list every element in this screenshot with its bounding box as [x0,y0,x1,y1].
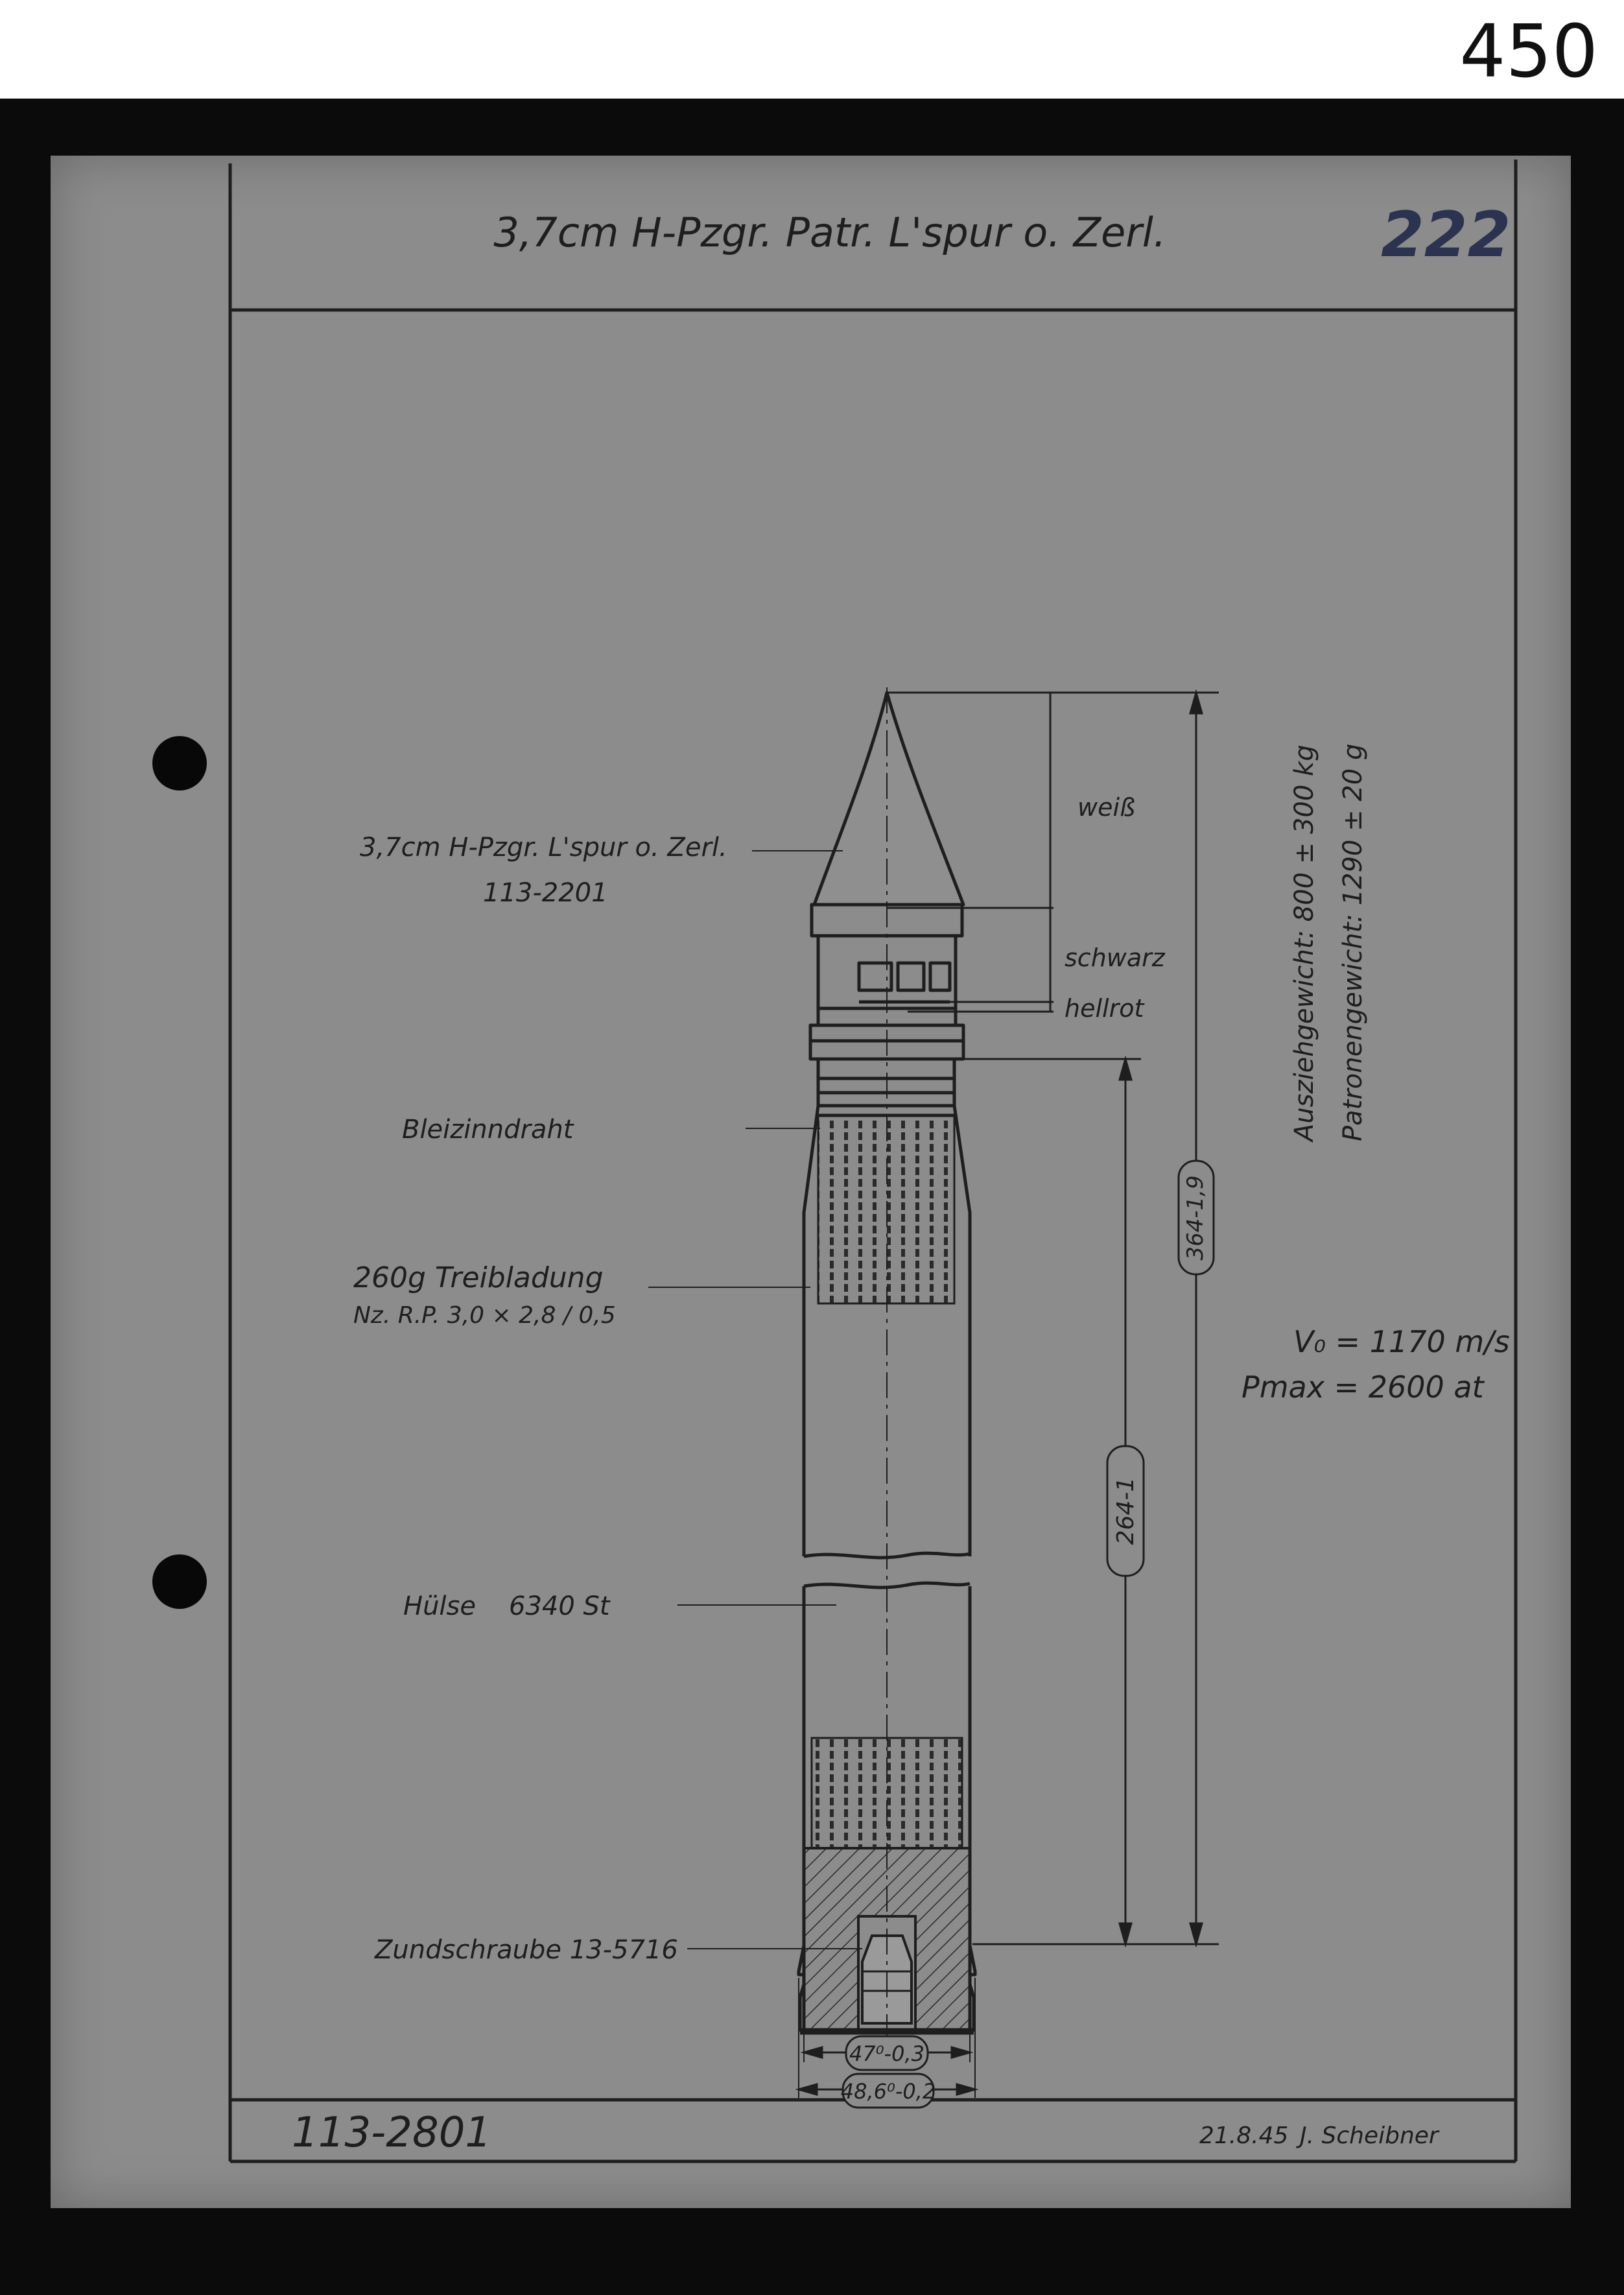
projectile-name-label: 3,7cm H-Pzgr. L'spur o. Zerl. [360,833,727,862]
band-white-label: weiß [1077,793,1135,822]
case-number-label: 6340 St [509,1591,610,1621]
band-light-red-label: hellrot [1065,994,1144,1023]
muzzle-velocity-label: V₀ = 1170 m/s [1293,1324,1510,1359]
pull-weight-label: Ausziehgewicht: 800 ± 300 kg [1289,744,1319,1141]
dim-badge-overall [1179,1161,1214,1274]
rim-diameter-inner: 47⁰-0,3 [849,2041,924,2066]
drawing-title: 3,7cm H-Pzgr. Patr. L'spur o. Zerl. [493,209,1166,256]
projectile-number-label: 113-2201 [483,878,608,908]
dim-badge-case [1107,1446,1144,1576]
case-length-value: 264-1 [1112,1477,1139,1545]
case-label: Hülse [403,1591,476,1621]
lead-tin-wire-label: Bleizinndraht [402,1115,574,1145]
signature-date: 21.8.45 [1199,2123,1289,2149]
rim-diameter-outer: 48,6⁰-0,2 [840,2079,936,2104]
overall-length-value: 364-1,9 [1183,1175,1208,1261]
dim-badge-diam-outer [841,2074,936,2108]
charge-label-line1: 260g Treibladung [353,1261,604,1294]
charge-label-line2: Nz. R.P. 3,0 × 2,8 / 0,5 [353,1302,616,1329]
sheet-number: 222 [1381,198,1511,271]
cartridge-weight-label: Patronengewicht: 1290 ± 20 g [1338,743,1368,1141]
max-pressure-label: Pmax = 2600 at [1242,1370,1484,1405]
band-black-label: schwarz [1065,944,1165,972]
drawing-number: 113-2801 [292,2109,492,2157]
primer-label: Zundschraube 13-5716 [375,1935,678,1965]
dim-badge-diam-inner [846,2036,928,2070]
page-number: 450 [1459,10,1598,94]
signature-name: J. Scheibner [1300,2123,1439,2149]
